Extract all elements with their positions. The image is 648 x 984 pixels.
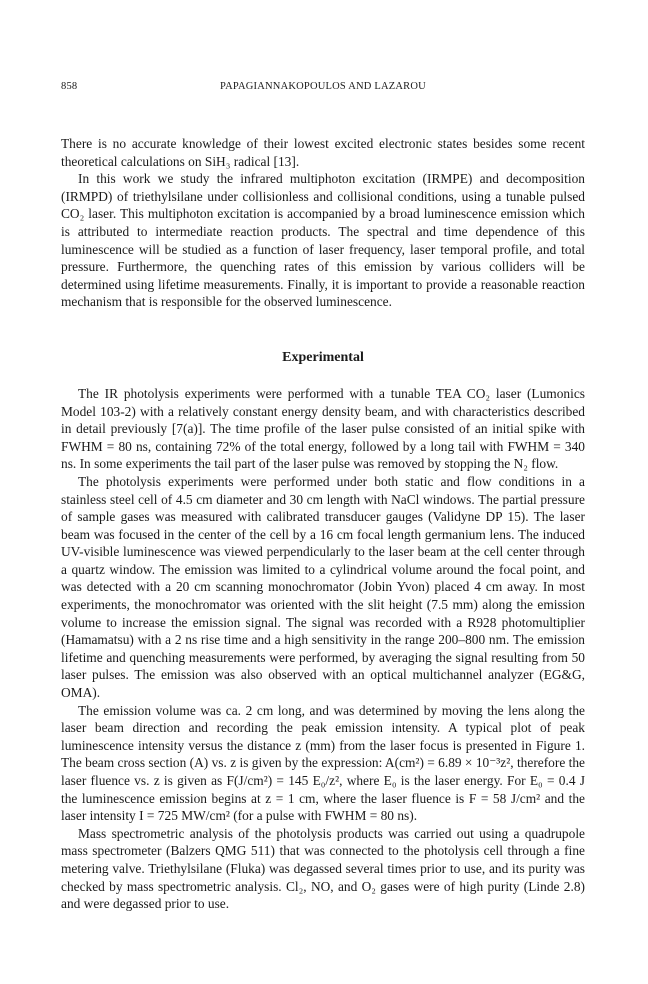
running-header: [61, 78, 585, 96]
paragraph-continuation: There is no accurate knowledge of their lowest excited electronic states besides some recent theoretical calculations on SiH₃ radical [13].: [61, 136, 585, 169]
article-body: [61, 135, 585, 913]
paragraph-this-work: In this work we study the infrared multiphoton excitation (IRMPE) and decomposition (IRMPD) of triethylsilane under collisionless and collisional conditions, using a tunable pulsed CO₂ laser. This multiphoton excitation is accompanied by a broad luminescence emission which is attributed to intermediate reaction products. The spectral and time dependence of this luminescence will be studied as a function of laser frequency, laser temporal profile, and total pressure. Furthermore, the quenching rates of this emission by various colliders will be determined using lifetime measurements. Finally, it is important to provide a reasonable reaction mechanism that is responsible for the observed luminescence.: [61, 171, 585, 310]
running-title: PAPAGIANNAKOPOULOS AND LAZAROU: [220, 81, 426, 92]
paragraph-mass-spectrometry: Mass spectrometric analysis of the photolysis products was carried out using a quadrupole mass spectrometer (Balzers QMG 511) that was connected to the photolysis cell through a fine metering valve. Triethylsilane (Fluka) was degassed several times prior to use, and its purity was checked by mass spectrometric analysis. Cl₂, NO, and O₂ gases were of high purity (Linde 2.8) and were degassed prior to use.: [61, 825, 585, 912]
page-number: 858: [61, 81, 78, 92]
section-heading-experimental: Experimental: [282, 349, 364, 365]
paragraph-photolysis-conditions: The photolysis experiments were performed under both static and flow conditions in a stainless steel cell of 4.5 cm diameter and 30 cm length with NaCl windows. The partial pressure of sample gases was measured with calibrated transducer gauges (Validyne DP 15). The laser beam was focused in the center of the cell by a 16 cm focal length germanium lens. The induced UV-visible luminescence was viewed perpendicularly to the laser beam at the cell center through a quartz window. The emission was limited to a cylindrical volume around the focal point, and was detected with a 20 cm scanning monochromator (Jobin Yvon) placed 4 cm away. In most experiments, the monochromator was oriented with the slit height (7.5 mm) along the emission volume to increase the emission signal. The signal was recorded with a R928 photomultiplier (Hamamatsu) with a 2 ns rise time and a high sensitivity in the range 200–800 nm. The emission lifetime and quenching measurements were performed, by averaging the signal resulting from 50 laser pulses. The emission was also observed with an optical multichannel analyzer (EG&G, OMA).: [61, 473, 585, 701]
paragraph-emission-volume: The emission volume was ca. 2 cm long, and was determined by moving the lens along the laser beam direction and recording the peak emission intensity. A typical plot of peak luminescence intensity versus the distance z (mm) from the laser focus is presented in Figure 1. The beam cross section (A) vs. z is given by the expression: A(cm²) = 6.89 × 10⁻³z², therefore the laser fluence vs. z is given as F(J/cm²) = 145 E₀/z², where E₀ is the laser energy. For E₀ = 0.4 J the luminescence emission begins at z = 1 cm, where the laser fluence is F = 58 J/cm² and the laser intensity I = 725 MW/cm² (for a pulse with FWHM = 80 ns).: [61, 702, 585, 824]
journal-page: [61, 78, 585, 913]
paragraph-ir-photolysis: The IR photolysis experiments were performed with a tunable TEA CO₂ laser (Lumonics Model 103-2) with a relatively constant energy density beam, and with characteristics described in detail previously [7(a)]. The time profile of the laser pulse consisted of an initial spike with FWHM = 80 ns, containing 72% of the total energy, followed by a long tail with FWHM = 340 ns. In some experiments the tail part of the laser pulse was removed by stopping the N₂ flow.: [61, 385, 585, 472]
